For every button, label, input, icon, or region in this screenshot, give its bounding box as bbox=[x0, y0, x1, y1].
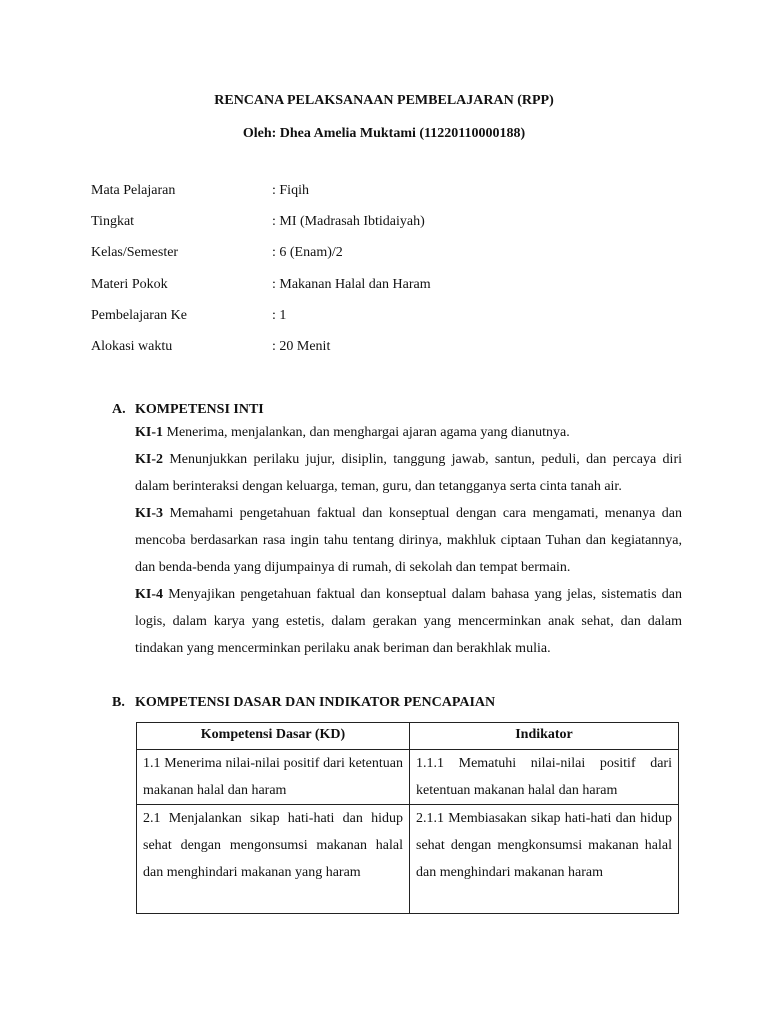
info-value: : 1 bbox=[272, 307, 287, 323]
column-header-indikator: Indikator bbox=[410, 723, 679, 750]
info-value: : MI (Madrasah Ibtidaiyah) bbox=[272, 214, 425, 230]
info-value: : 6 (Enam)/2 bbox=[272, 245, 343, 261]
ki-code: KI-2 bbox=[135, 452, 163, 467]
ki-item bbox=[135, 581, 682, 662]
info-value: : Makanan Halal dan Haram bbox=[272, 276, 431, 292]
section-kompetensi-dasar bbox=[112, 695, 682, 711]
ki-list bbox=[135, 419, 682, 662]
kd-indikator-table bbox=[136, 722, 679, 914]
table-cell-kd: 1.1 Menerima nilai-nilai positif dari ketentuan makanan halal dan haram bbox=[137, 750, 410, 805]
ki-item bbox=[135, 500, 682, 581]
info-label: Materi Pokok bbox=[91, 276, 168, 292]
table-cell-indikator: 1.1.1 Mematuhi nilai-nilai positif dari ketentuan makanan halal dan haram bbox=[410, 750, 679, 805]
ki-item bbox=[135, 446, 682, 500]
ki-text: Menyajikan pengetahuan faktual dan konseptual dalam bahasa yang jelas, sistematis dan logis, dalam karya yang estetis, dalam gerakan yang mencerminkan anak sehat, dan dalam tindakan yang mencerminkan perilaku anak beriman dan berakhlak mulia. bbox=[135, 587, 682, 656]
section-heading bbox=[112, 402, 682, 418]
table-row bbox=[137, 805, 679, 914]
info-row bbox=[91, 339, 431, 370]
info-value: : 20 Menit bbox=[272, 338, 331, 354]
info-row bbox=[91, 183, 431, 214]
info-label: Kelas/Semester bbox=[91, 245, 179, 261]
ki-text: Menunjukkan perilaku jujur, disiplin, tanggung jawab, santun, peduli, dan percaya diri dalam berinteraksi dengan keluarga, teman, guru, dan tetangganya serta cinta tanah air. bbox=[135, 452, 682, 494]
document-author: Oleh: Dhea Amelia Muktami (11220110000188) bbox=[242, 126, 526, 141]
info-label: Tingkat bbox=[91, 214, 135, 230]
info-row bbox=[91, 214, 431, 245]
section-title: KOMPETENSI INTI bbox=[135, 402, 264, 417]
document-title: RENCANA PELAKSANAAN PEMBELAJARAN (RPP) bbox=[214, 93, 554, 108]
info-label: Mata Pelajaran bbox=[91, 183, 176, 198]
info-value: : Fiqih bbox=[272, 183, 309, 198]
table-cell-indikator: 2.1.1 Membiasakan sikap hati-hati dan hidup sehat dengan mengkonsumsi makanan halal dan menghindari makanan haram bbox=[410, 805, 679, 914]
info-row bbox=[91, 308, 431, 339]
table-cell-kd: 2.1 Menjalankan sikap hati-hati dan hidup sehat dengan mengonsumsi makanan halal dan menghindari makanan yang haram bbox=[137, 805, 410, 914]
section-kompetensi-inti bbox=[112, 402, 682, 662]
info-label: Alokasi waktu bbox=[91, 338, 173, 354]
section-title: KOMPETENSI DASAR DAN INDIKATOR PENCAPAIAN bbox=[135, 695, 496, 710]
section-heading bbox=[112, 695, 682, 711]
ki-text: Memahami pengetahuan faktual dan konseptual dengan cara mengamati, menanya dan mencoba berdasarkan rasa ingin tahu tentang dirinya, makhluk ciptaan Tuhan dan kegiatannya, dan benda-benda yang dijumpainya di rumah, di sekolah dan tempat bermain. bbox=[135, 506, 682, 575]
ki-code: KI-1 bbox=[135, 425, 163, 440]
ki-item bbox=[135, 419, 682, 446]
info-block bbox=[91, 183, 431, 370]
info-row bbox=[91, 277, 431, 308]
ki-code: KI-4 bbox=[135, 587, 163, 602]
section-letter: B. bbox=[112, 695, 125, 710]
section-letter: A. bbox=[112, 402, 126, 417]
ki-code: KI-3 bbox=[135, 506, 163, 521]
info-label: Pembelajaran Ke bbox=[91, 307, 188, 323]
info-row bbox=[91, 245, 431, 276]
ki-text: Menerima, menjalankan, dan menghargai ajaran agama yang dianutnya. bbox=[163, 425, 570, 440]
table-row bbox=[137, 750, 679, 805]
column-header-kd: Kompetensi Dasar (KD) bbox=[137, 723, 410, 750]
table-header-row bbox=[137, 723, 679, 750]
